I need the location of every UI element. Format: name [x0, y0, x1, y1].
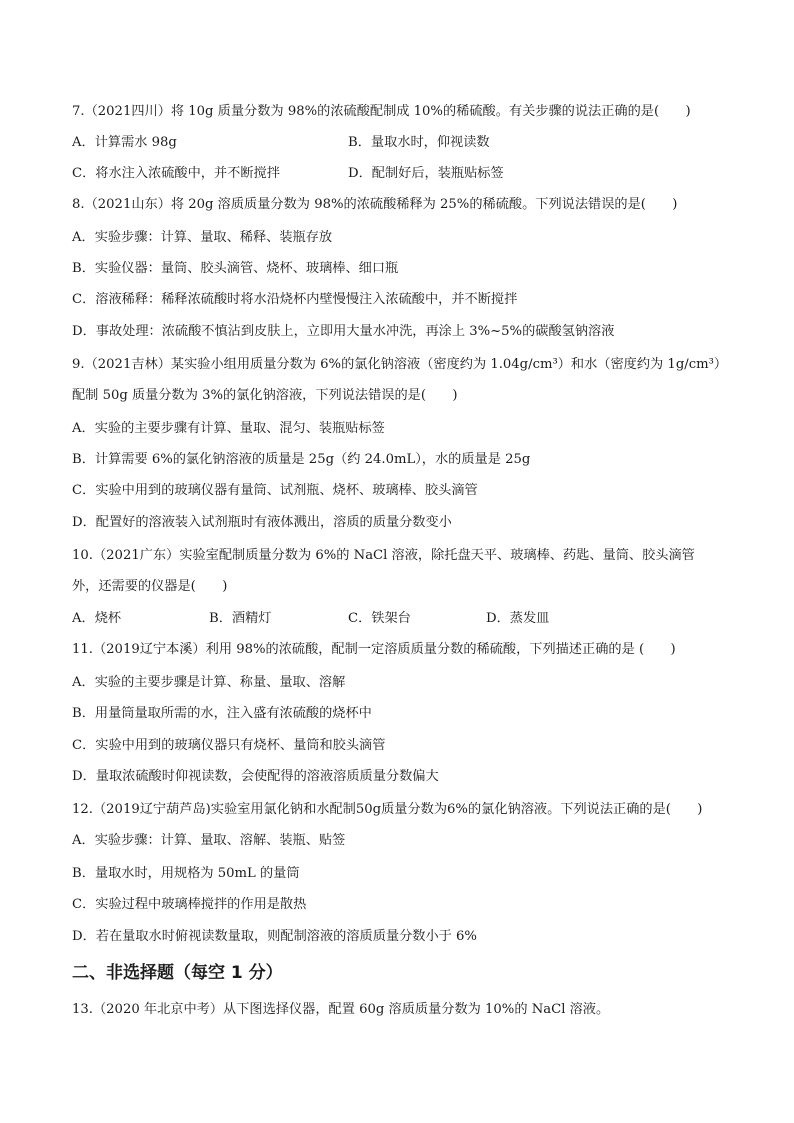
question-7-option-d: D．配制好后，装瓶贴标签 — [348, 166, 504, 181]
question-9-stem-line-1: 9.（2021吉林）某实验小组用质量分数为 6%的氯化钠溶液（密度约为 1.04g/cm³）和水（密度约为 1g/cm³） — [72, 357, 728, 372]
question-8-option-a: A．实验步骤：计算、量取、稀释、装瓶存放 — [72, 230, 333, 245]
section-title: 二、非选择题（每空 1 分） — [72, 963, 283, 983]
question-8-option-b: B．实验仪器：量筒、胶头滴管、烧杯、玻璃棒、细口瓶 — [72, 261, 399, 276]
question-7-option-b: B．量取水时，仰视读数 — [348, 135, 490, 150]
question-10-option-c: C．铁架台 — [348, 611, 411, 626]
question-12-option-c: C．实验过程中玻璃棒搅拌的作用是散热 — [72, 897, 307, 912]
question-9-option-b: B．计算需要 6%的氯化钠溶液的质量是 25g（约 24.0mL），水的质量是 25g — [72, 452, 531, 467]
question-12-option-b: B．量取水时，用规格为 50mL 的量筒 — [72, 866, 300, 881]
question-10-options-row — [72, 609, 732, 629]
question-10-option-a: A．烧杯 — [72, 611, 122, 626]
question-7-option-c: C．将水注入浓硫酸中，并不断搅拌 — [72, 166, 280, 181]
question-12-stem: 12.（2019辽宁葫芦岛)实验室用氯化钠和水配制50g质量分数为6%的氯化钠溶液。下列说法正确的是( ) — [72, 802, 703, 817]
question-9-option-c: C．实验中用到的玻璃仪器有量筒、试剂瓶、烧杯、玻璃棒、胶头滴管 — [72, 483, 478, 498]
question-8-stem: 8.（2021山东）将 20g 溶质质量分数为 98%的浓硫酸稀释为 25%的稀硫酸。下列说法错误的是( ) — [72, 197, 678, 212]
question-12-option-d: D．若在量取水时俯视读数量取，则配制溶液的溶质质量分数小于 6% — [72, 929, 477, 944]
question-11-option-d: D．量取浓硫酸时仰视读数，会使配得的溶液溶质质量分数偏大 — [72, 769, 439, 784]
question-13-stem: 13.（2020 年北京中考）从下图选择仪器，配置 60g 溶质质量分数为 10%的 NaCl 溶液。 — [72, 1002, 610, 1017]
question-7-stem: 7.（2021四川）将 10g 质量分数为 98%的浓硫酸配制成 10%的稀硫酸。有关步骤的说法正确的是( ) — [72, 104, 691, 119]
question-9-stem-line-2: 配制 50g 质量分数为 3%的氯化钠溶液，下列说法错误的是( ) — [72, 388, 458, 403]
question-8-option-c: C．溶液稀释：稀释浓硫酸时将水沿烧杯内壁慢慢注入浓硫酸中，并不断搅拌 — [72, 292, 518, 307]
question-7-options-row-1 — [72, 133, 732, 153]
question-11-option-b: B．用量筒量取所需的水，注入盛有浓硫酸的烧杯中 — [72, 706, 372, 721]
question-12-option-a: A．实验步骤：计算、量取、溶解、装瓶、贴签 — [72, 833, 346, 848]
question-9-option-d: D．配置好的溶液装入试剂瓶时有液体溅出，溶质的质量分数变小 — [72, 515, 452, 530]
question-10-stem-line-2: 外，还需要的仪器是( ) — [72, 579, 228, 594]
question-10-option-d: D．蒸发皿 — [486, 611, 550, 626]
question-11-stem: 11.（2019辽宁本溪）利用 98%的浓硫酸，配制一定溶质质量分数的稀硫酸，下列描述正确的是 ( ) — [72, 642, 676, 657]
question-7-options-row-2 — [72, 164, 732, 184]
question-11-option-c: C．实验中用到的玻璃仪器只有烧杯、量筒和胶头滴管 — [72, 738, 386, 753]
question-10-option-b: B．酒精灯 — [209, 611, 272, 626]
question-10-stem-line-1: 10.（2021广东）实验室配制质量分数为 6%的 NaCl 溶液，除托盘天平、玻璃棒、药匙、量筒、胶头滴管 — [72, 548, 695, 563]
question-11-option-a: A．实验的主要步骤是计算、称量、量取、溶解 — [72, 675, 346, 690]
question-9-option-a: A．实验的主要步骤有计算、量取、混匀、装瓶贴标签 — [72, 421, 385, 436]
question-7-option-a: A．计算需水 98g — [72, 135, 177, 150]
question-8-option-d: D．事故处理：浓硫酸不慎沾到皮肤上，立即用大量水冲洗，再涂上 3%~5%的碳酸氢钠溶液 — [72, 324, 615, 339]
